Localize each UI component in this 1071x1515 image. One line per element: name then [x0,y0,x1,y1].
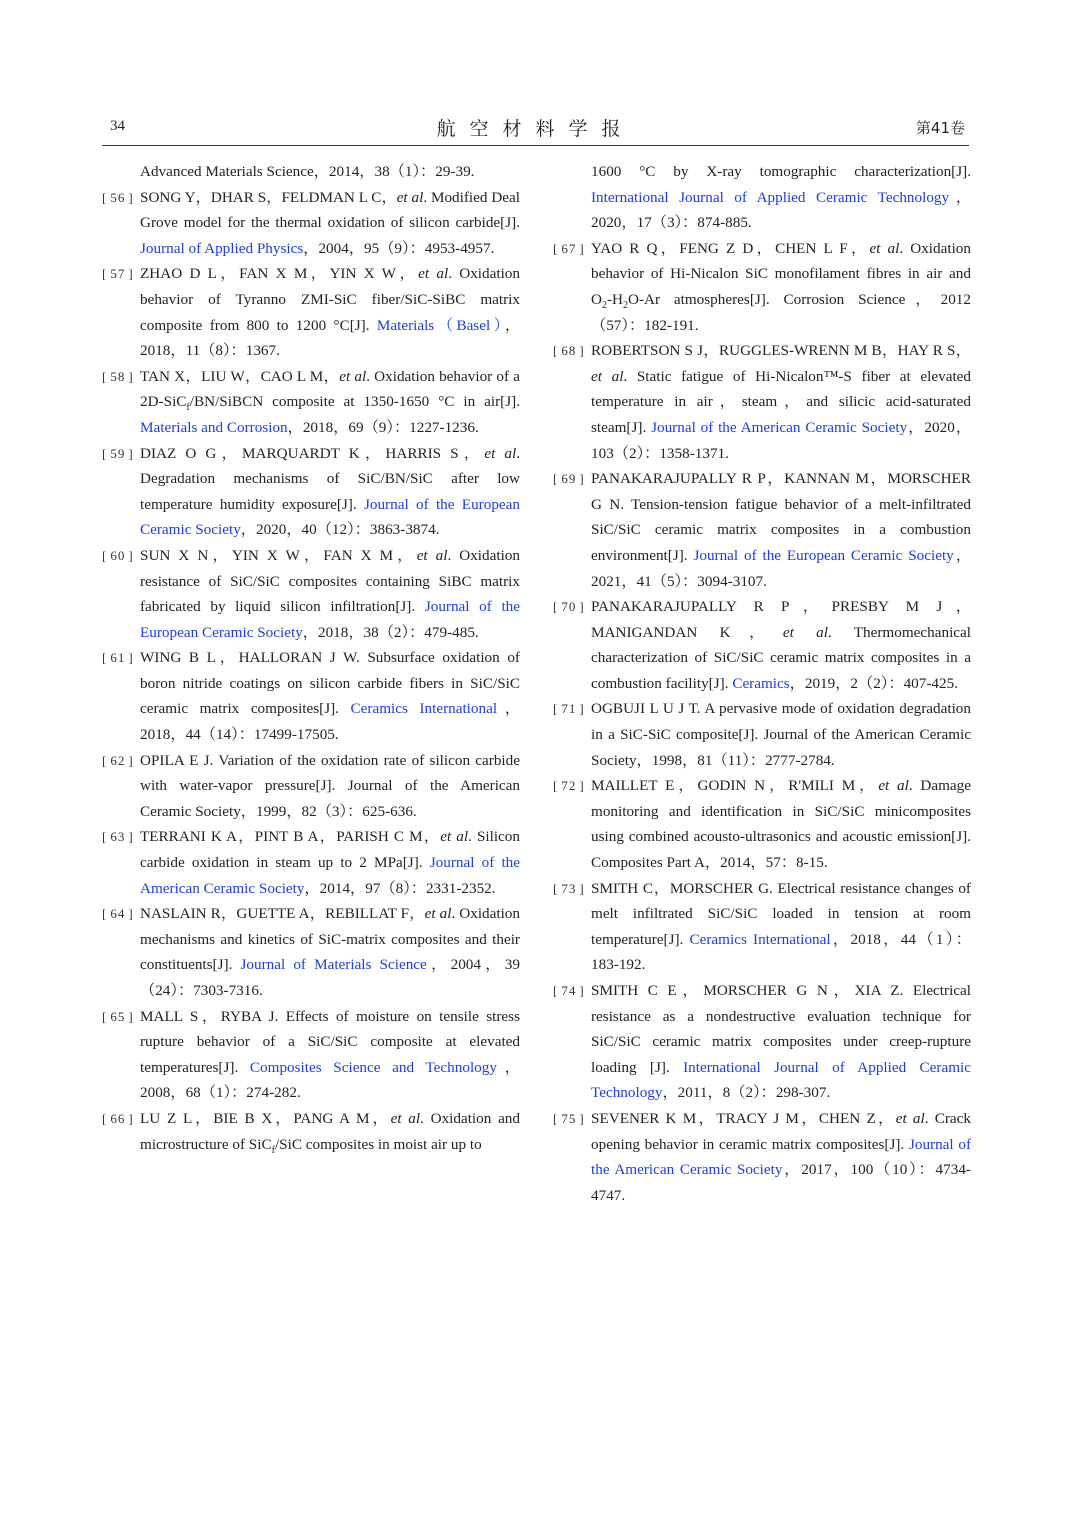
reference-title: . Oxidation behavior of Hi-Nicalon SiC monofilament fibres in air and O [591,239,971,308]
reference-title: MALL S，RYBA J. Effects of moisture on tensile stress rupture behavior of a SiC/SiC composite at elevated temperatures[J]. [140,1007,520,1076]
reference-citation: ，2018，44（14）：17499-17505. [140,700,521,744]
et-al: et al [895,1109,925,1127]
reference-number: [ 75 ] [553,1106,585,1132]
reference-number: [ 60 ] [102,543,134,569]
reference-73 [553,876,971,978]
reference-61 [102,645,520,747]
reference-authors: NASLAIN R，GUETTE A，REBILLAT F， [140,905,425,923]
reference-authors: TERRANI K A，PINT B A，PARISH C M， [140,828,441,846]
reference-title: . Modified Deal Grove model for the thermal oxidation of silicon carbide[J]. [140,188,520,232]
journal-link[interactable]: Journal of the European Ceramic Society [693,546,954,564]
et-al: et al [591,367,624,385]
reference-citation: ，2004，95（9）：4953-4957. [303,239,495,257]
reference-number: [ 56 ] [102,185,134,211]
reference-title: . Oxidation and microstructure of SiC [140,1109,520,1153]
reference-authors: LU Z L，BIE B X，PANG A M， [140,1109,391,1127]
reference-authors: ROBERTSON S J，RUGGLES-WRENN M B，HAY R S， [591,342,971,360]
reference-title: . Thermomechanical characterization of SiC/SiC ceramic matrix composites in a combustion facility[J]. [591,623,971,692]
reference-number: [ 64 ] [102,901,134,927]
reference-citation: ，2004，39（24）：7303-7316. [140,956,520,999]
journal-title: 航空材料学报 [436,118,635,140]
reference-number: [ 66 ] [102,1106,134,1132]
reference-title: . Static fatigue of Hi-Nicalon™-S fiber at elevated temperature in air，steam，and silicic acid-saturated steam[J]. [591,367,971,436]
et-al: et al [782,623,828,641]
reference-number: [ 58 ] [102,364,134,390]
reference-title: O-Ar atmospheres[J]. Corrosion Science，2012（57）：182-191. [591,290,971,334]
reference-title: . Oxidation mechanisms and kinetics of SiC-matrix composites and their constituents[J]. [140,905,520,974]
reference-title: OGBUJI L U J T. A pervasive mode of oxidation degradation in a SiC-SiC composite[J]. Journal of the American Ceramic Society，1998，81（11）：2777-2784. [591,700,971,769]
reference-citation: ，2021，41（5）：3094-3107. [591,546,971,590]
reference-62 [102,748,520,825]
journal-link[interactable]: Journal of the European Ceramic Society [140,598,521,641]
et-al: et al [869,239,900,257]
reference-citation: ，2008，68（1）：274-282. [140,1058,520,1102]
journal-link[interactable]: Ceramics International [689,930,831,948]
reference-citation: ，2018，38（2）：479-485. [302,623,479,641]
reference-title: OPILA E J. Variation of the oxidation rate of silicon carbide with water-vapor pressure[J]. Journal of the American Ceramic Society，1999，82（3）：625-636. [140,751,520,820]
et-al: et al [484,444,517,462]
reference-title: . Oxidation behavior of Tyranno ZMI-SiC fiber/SiC-SiBC matrix composite from 800 to 1200 °C[J]. [140,265,520,334]
reference-authors: MAILLET E，GODIN N，R'MILI M， [591,777,879,795]
reference-number: [ 59 ] [102,441,134,467]
reference-authors: YAO R Q，FENG Z D，CHEN L F， [591,239,870,257]
reference-number: [ 71 ] [553,696,585,722]
reference-63 [102,824,520,901]
reference-title: . Damage monitoring and identification in SiC/SiC minicomposites using combined acousto-ultrasonics and acoustic emission[J]. Composites Part A，2014，57：8-15. [591,777,971,872]
reference-title: SMITH C E，MORSCHER G N，XIA Z. Electrical resistance as a nondestructive evaluation technique for SiC/SiC ceramic matrix composites under creep-rupture loading [J]. [591,982,971,1076]
reference-75 [553,1106,971,1208]
page-number: 34 [110,118,125,134]
reference-number: [ 68 ] [553,338,585,364]
reference-number: [ 65 ] [102,1004,134,1030]
reference-58 [102,364,520,441]
volume-label: 第41卷 [915,119,965,137]
reference-69 [553,466,971,594]
reference-71 [553,696,971,773]
reference-title: . Degradation mechanisms of SiC/BN/SiC after low temperature humidity exposure[J]. [140,444,520,513]
reference-citation: ，2018，69（9）：1227-1236. [287,418,479,436]
reference-authors: TAN X，LIU W，CAO L M， [140,367,340,385]
reference-70 [553,594,971,696]
reference-citation: ，2011，8（2）：298-307. [662,1084,831,1102]
et-al: et al [440,828,469,846]
reference-text: 1600 °C by X-ray tomographic characterization[J]. [591,163,971,180]
reference-authors: PANAKARAJUPALLY R P，PRESBY M J，MANIGANDAN K， [591,598,971,641]
reference-title: SMITH C，MORSCHER G. Electrical resistance changes of melt infiltrated SiC/SiC loaded in tension at room temperature[J]. [591,879,971,948]
reference-number: [ 61 ] [102,645,134,671]
subscript: f [271,1144,275,1156]
reference-title: WING B L，HALLORAN J W. Subsurface oxidation of boron nitride coatings on silicon carbide fibers in SiC/SiC ceramic matrix composites[J]. [140,649,520,718]
reference-citation: ，2017，100（10）：4734-4747. [591,1161,971,1204]
reference-continued [102,159,520,185]
reference-citation: ，2020，103（2）：1358-1371. [591,418,972,462]
et-al: et al [416,546,448,564]
reference-number: [ 70 ] [553,594,585,620]
reference-citation: ，2020，17（3）：874-885. [591,188,971,232]
reference-59 [102,441,520,543]
reference-citation: ，2019，2（2）：407-425. [789,674,958,692]
journal-link[interactable]: Journal of the American Ceramic Society [140,854,520,897]
reference-title: /SiC composites in moist air up to [274,1135,482,1153]
journal-link[interactable]: Journal of the European Ceramic Society [140,495,520,539]
reference-authors: DIAZ O G，MARQUARDT K，HARRIS S， [140,444,485,462]
journal-link[interactable]: Materials（Basel） [376,316,505,334]
reference-citation: ，2020，40（12）：3863-3874. [240,521,440,539]
journal-link[interactable]: Materials and Corrosion [140,418,288,436]
reference-title: PANAKARAJUPALLY R P，KANNAN M，MORSCHER G N. Tension-tension fatigue behavior of a melt-infiltrated SiC/SiC ceramic matrix composites in a combustion environment[J]. [591,470,971,564]
reference-continued [553,159,971,236]
reference-title: . Oxidation resistance of SiC/SiC composites containing SiBC matrix fabricated by liquid silicon infiltration[J]. [140,546,520,616]
et-al: et al [878,777,909,795]
subscript: 2 [623,300,628,311]
journal-link[interactable]: Journal of Applied Physics [140,239,304,257]
left-column [102,159,520,1157]
journal-link[interactable]: International Journal of Applied Ceramic Technology [591,188,950,206]
header-rule [102,145,969,146]
reference-text: Advanced Materials Science，2014，38（1）：29-39. [140,163,475,180]
right-column [553,159,971,1208]
et-al: et al [390,1109,421,1127]
subscript: 2 [601,300,607,311]
reference-68 [553,338,971,466]
reference-citation: ，2018，11（8）：1367. [140,316,520,360]
reference-title: . Crack opening behavior in ceramic matrix composites[J]. [591,1109,971,1153]
reference-number: [ 62 ] [102,748,134,774]
et-al: et al [339,367,367,385]
et-al: et al [396,188,424,206]
reference-56 [102,185,520,262]
reference-number: [ 73 ] [553,876,585,902]
et-al: et al [418,265,449,283]
reference-number: [ 69 ] [553,466,585,492]
journal-link[interactable]: Ceramics [732,674,790,692]
journal-link[interactable]: Ceramics International [350,700,498,718]
reference-number: [ 67 ] [553,236,585,262]
journal-link[interactable]: Composites Science and Technology [249,1058,497,1076]
reference-citation: ，2014，97（8）：2331-2352. [304,879,496,897]
reference-title: -H [606,290,623,308]
reference-66 [102,1106,520,1157]
et-al: et al [424,905,452,923]
journal-link[interactable]: International Journal of Applied Ceramic Technology [591,1058,971,1102]
reference-title: . Oxidation behavior of a 2D-SiC [140,367,520,411]
journal-link[interactable]: Journal of Materials Science [240,956,427,974]
page-header [102,112,969,146]
reference-title: . Silicon carbide oxidation in steam up to 2 MPa[J]. [140,828,520,872]
reference-authors: SUN X N，YIN X W，FAN X M， [140,546,417,564]
journal-link[interactable]: Journal of the American Ceramic Society [651,418,908,436]
reference-authors: SONG Y，DHAR S，FELDMAN L C， [140,188,397,206]
journal-link[interactable]: Journal of the American Ceramic Society [591,1135,971,1179]
reference-72 [553,773,971,875]
reference-citation: ，2018，44（1）：183-192. [591,930,971,974]
reference-65 [102,1004,520,1106]
reference-title: /BN/SiBCN composite at 1350-1650 °C in air[J]. [189,393,520,411]
reference-number: [ 57 ] [102,261,134,287]
reference-67 [553,236,971,338]
reference-number: [ 72 ] [553,773,585,799]
reference-57 [102,261,520,363]
reference-64 [102,901,520,1003]
subscript: f [186,402,190,414]
reference-authors: ZHAO D L，FAN X M，YIN X W， [140,265,419,283]
reference-60 [102,543,520,645]
reference-authors: SEVENER K M，TRACY J M，CHEN Z， [591,1109,896,1127]
reference-number: [ 63 ] [102,824,134,850]
reference-74 [553,978,971,1106]
reference-number: [ 74 ] [553,978,585,1004]
